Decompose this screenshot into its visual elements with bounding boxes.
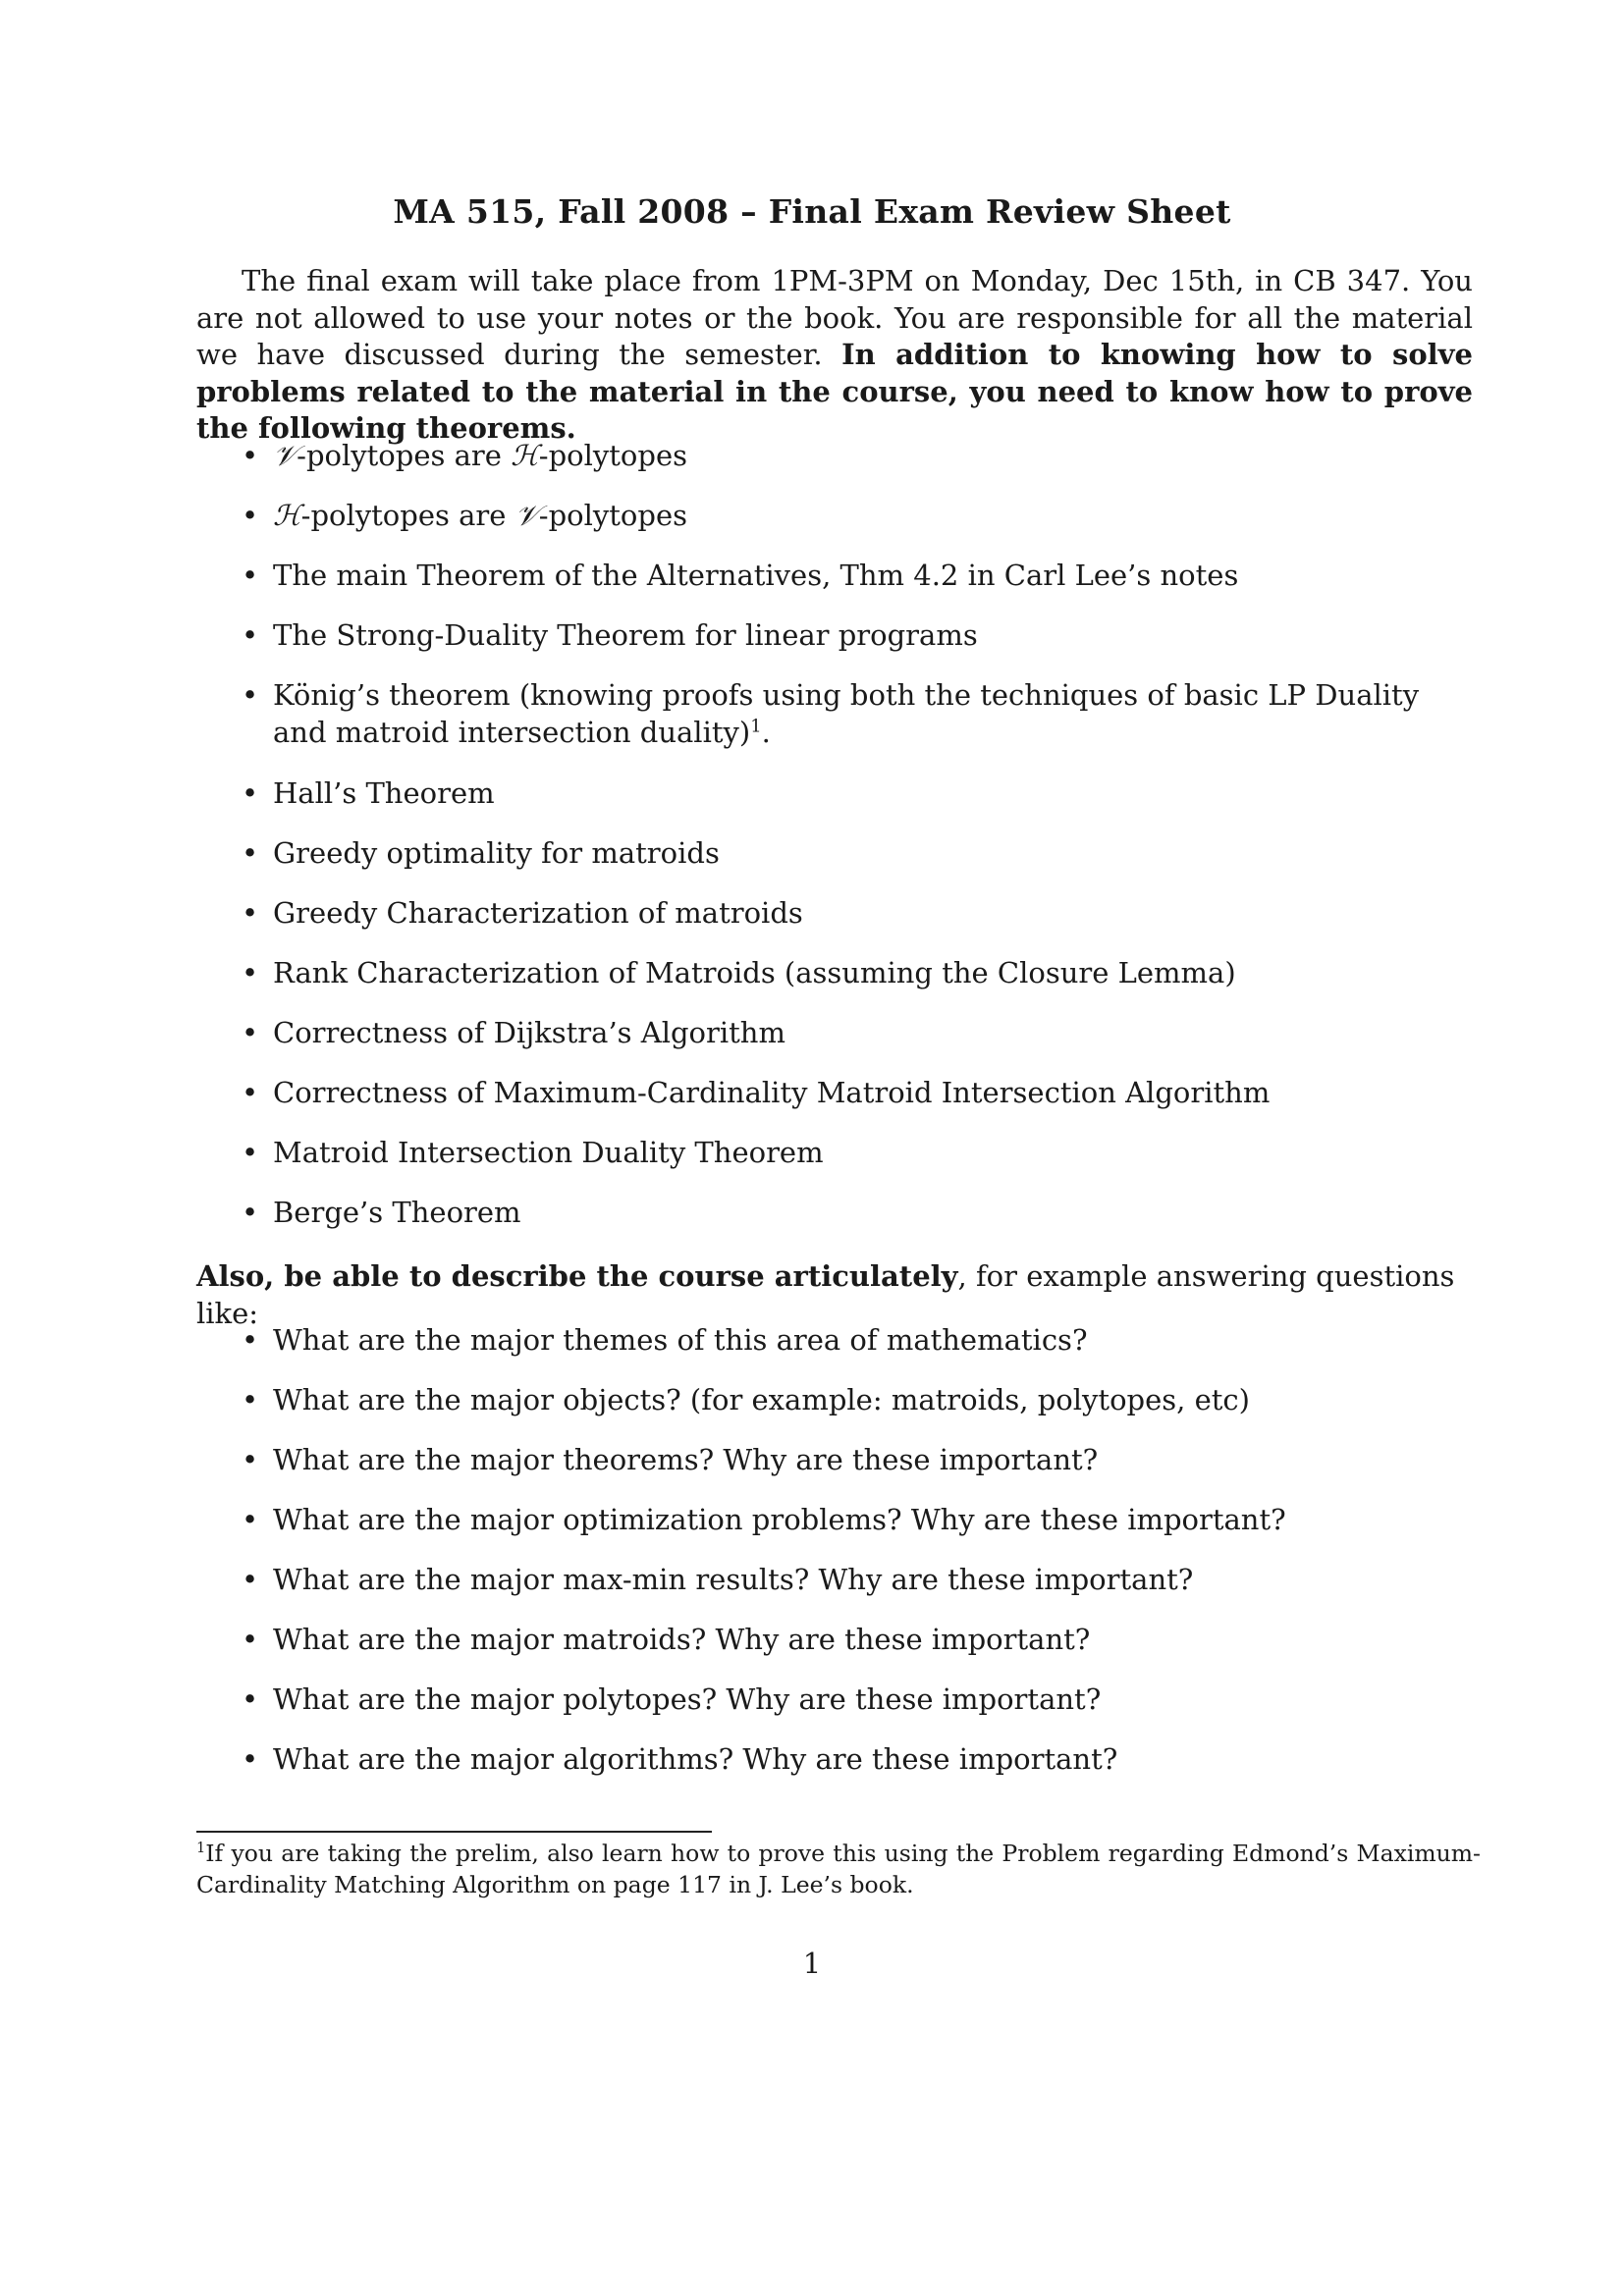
- intro-bold-text: In addition to knowing how to solve problems related to the material in the course, you need to know how to prove the following theorems.: [196, 338, 1473, 445]
- bullet: •: [242, 439, 259, 472]
- bullet: •: [242, 1563, 259, 1596]
- list-item-text: Correctness of Maximum-Cardinality Matroid Intersection Algorithm: [273, 1076, 1271, 1109]
- intro-text: The final exam will take place from 1PM-3PM on Monday, Dec 15th, in CB 347. You are not allowed to use your notes or the book. You are responsible for all the material we have discussed during the semester.: [196, 264, 1473, 371]
- list-item-text: Greedy optimality for matroids: [273, 836, 720, 870]
- bullet: •: [242, 896, 259, 930]
- bullet: •: [242, 1443, 259, 1476]
- bullet: •: [242, 1623, 259, 1656]
- bullet: •: [242, 836, 259, 870]
- list-item-text: What are the major max-min results? Why are these important?: [273, 1563, 1194, 1596]
- punctuation: .: [761, 715, 771, 749]
- bullet: •: [242, 1383, 259, 1416]
- h-symbol: ℋ: [273, 499, 301, 532]
- list-item-text: The Strong-Duality Theorem for linear programs: [273, 618, 978, 652]
- bullet: •: [242, 1136, 259, 1169]
- list-item-text: Greedy Characterization of matroids: [273, 896, 803, 930]
- bullet: •: [242, 1503, 259, 1536]
- bullet: •: [242, 1742, 259, 1776]
- list-item-text: What are the major themes of this area of mathematics?: [273, 1323, 1088, 1357]
- footnote-mark[interactable]: 1: [750, 715, 762, 736]
- bullet: •: [242, 559, 259, 592]
- footnote-text: If you are taking the prelim, also learn how to prove this using the Problem regarding Edmond’s Maximum-Cardinality Matching Algorithm on page 117 in J. Lee’s book.: [196, 1840, 1481, 1898]
- footnote-number: 1: [196, 1840, 206, 1857]
- list-item-text: What are the major polytopes? Why are these important?: [273, 1682, 1102, 1716]
- intro-paragraph: [196, 263, 1473, 448]
- list-item-text: Correctness of Dijkstra’s Algorithm: [273, 1016, 785, 1049]
- list-item-text: What are the major objects? (for example: matroids, polytopes, etc): [273, 1383, 1250, 1416]
- footnote: [196, 1838, 1481, 1900]
- also-paragraph: [196, 1258, 1473, 1332]
- list-item-text: What are the major matroids? Why are these important?: [273, 1623, 1091, 1656]
- h-symbol: ℋ: [511, 439, 539, 472]
- bullet: •: [242, 1076, 259, 1109]
- page-number: 1: [802, 1947, 822, 1980]
- bullet: •: [242, 1323, 259, 1357]
- list-item-text: König’s theorem (knowing proofs using both the techniques of basic LP Duality and matroid intersection duality): [273, 678, 1420, 749]
- list-item-text: -polytopes: [538, 499, 687, 532]
- page-title: MA 515, Fall 2008 – Final Exam Review Sheet: [393, 192, 1231, 231]
- list-item-text: What are the major theorems? Why are these important?: [273, 1443, 1099, 1476]
- also-bold-text: Also, be able to describe the course articulately: [196, 1259, 958, 1293]
- list-item-text: Matroid Intersection Duality Theorem: [273, 1136, 824, 1169]
- bullet: •: [242, 956, 259, 989]
- list-item-text: What are the major algorithms? Why are these important?: [273, 1742, 1118, 1776]
- bullet: •: [242, 776, 259, 810]
- bullet: •: [242, 1682, 259, 1716]
- footnote-divider: [196, 1831, 712, 1833]
- bullet: •: [242, 678, 259, 712]
- bullet: •: [242, 1196, 259, 1229]
- also-text: , for example answering questions like:: [196, 1259, 1455, 1330]
- list-item-text: What are the major optimization problems? Why are these important?: [273, 1503, 1286, 1536]
- bullet: •: [242, 1016, 259, 1049]
- list-item-text: -polytopes: [538, 439, 687, 472]
- bullet: •: [242, 618, 259, 652]
- list-item-text: Rank Characterization of Matroids (assuming the Closure Lemma): [273, 956, 1236, 989]
- list-item-text: -polytopes are: [297, 439, 512, 472]
- v-symbol: 𝒱: [514, 499, 539, 532]
- v-symbol: 𝒱: [273, 439, 298, 472]
- list-item-text: -polytopes are: [300, 499, 515, 532]
- list-item-text: The main Theorem of the Alternatives, Thm 4.2 in Carl Lee’s notes: [273, 559, 1239, 592]
- list-item-text: Berge’s Theorem: [273, 1196, 521, 1229]
- list-item-text: Hall’s Theorem: [273, 776, 495, 810]
- bullet: •: [242, 499, 259, 532]
